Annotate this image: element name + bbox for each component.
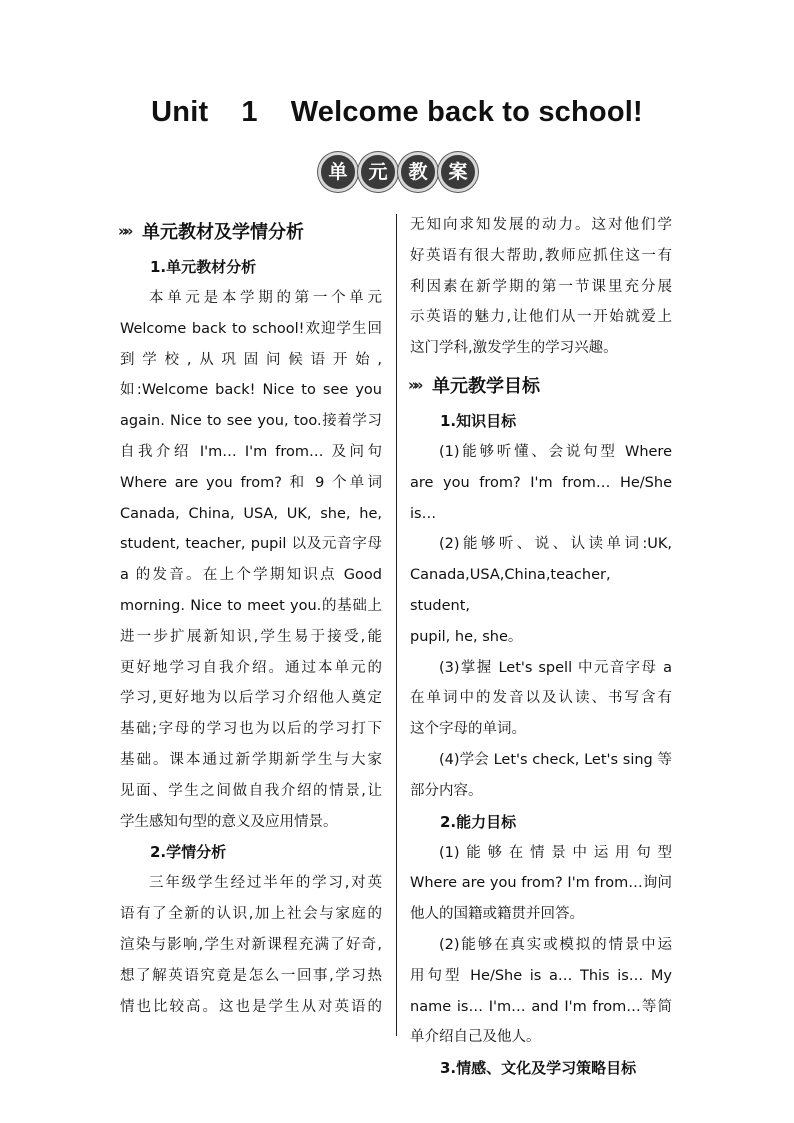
- column-divider: [396, 214, 397, 1036]
- section-heading: [118, 214, 382, 248]
- text-line: 用句型 He/She is a… This is… My: [410, 967, 672, 984]
- paragraph: [410, 437, 672, 529]
- text-line: 这个字母的单词。: [410, 721, 526, 738]
- paragraph: [410, 930, 672, 1053]
- text-line: Welcome back to school!欢迎学生回: [120, 320, 382, 337]
- text-line: 无知向求知发展的动力。这对他们学: [410, 217, 672, 233]
- section-heading: [408, 368, 672, 402]
- text-line: 单介绍自己及他人。: [410, 1029, 541, 1046]
- text-line: 渲染与影响,学生对新课程充满了好奇,: [120, 936, 382, 953]
- badge-char: 元: [358, 152, 398, 192]
- text-line: 见面、学生之间做自我介绍的情景,让: [120, 782, 382, 799]
- text-line: 更好地学习自我介绍。通过本单元的: [120, 659, 382, 676]
- left-column: [120, 214, 382, 1022]
- text-line: 三年级学生经过半年的学习,对英: [149, 875, 382, 892]
- text-line: (2)能够在真实或模拟的情景中运: [439, 936, 672, 953]
- text-line: 学习,更好地为以后学习介绍他人奠定: [120, 690, 382, 707]
- text-line: 基础;字母的学习也为以后的学习打下: [120, 721, 382, 738]
- text-line: 如:Welcome back! Nice to see you: [120, 382, 382, 399]
- text-line: (4)学会 Let's check, Let's sing 等: [439, 751, 672, 768]
- text-line: Where are you from? I'm from…询问: [410, 875, 672, 892]
- section-title: 单元教材及学情分析: [142, 222, 304, 243]
- badge-char: 案: [438, 152, 478, 192]
- paragraph: [410, 838, 672, 930]
- text-line: are you from? I'm from… He/She is…: [410, 474, 672, 522]
- text-line: 好英语有很大帮助,教师应抓住这一有: [410, 247, 672, 264]
- paragraph: [120, 283, 382, 837]
- paragraph: [410, 653, 672, 745]
- text-line: 本单元是本学期的第一个单元: [149, 290, 382, 306]
- text-line: (2)能够听、说、认读单词:UK,: [439, 536, 672, 553]
- paragraph: [410, 745, 672, 807]
- text-line: (3)掌握 Let's spell 中元音字母 a: [439, 659, 672, 676]
- text-line: 部分内容。: [410, 782, 483, 799]
- subheading: 1.知识目标: [440, 411, 517, 430]
- text-line: 自我介绍 I'm… I'm from… 及问句: [120, 443, 382, 460]
- text-line: 学生感知句型的意义及应用情景。: [120, 813, 338, 830]
- text-line: (1)能够听懂、会说句型 Where: [439, 443, 672, 460]
- text-line: 进一步扩展新知识,学生易于接受,能: [120, 628, 382, 645]
- text-line: Canada, China, USA, UK, she, he,: [120, 505, 382, 522]
- subheading: 2.能力目标: [440, 812, 517, 831]
- text-line: 情也比较高。这也是学生从对英语的: [120, 998, 382, 1015]
- paragraph: [410, 210, 672, 364]
- text-line: 在单词中的发音以及认读、书写含有: [410, 690, 672, 707]
- text-line: 他人的国籍或籍贯并回答。: [410, 906, 584, 923]
- badge-char: 教: [398, 152, 438, 192]
- text-line: Where are you from? 和 9 个单词: [120, 474, 382, 491]
- text-line: 语有了全新的认识,加上社会与家庭的: [120, 906, 382, 923]
- unit-lesson-plan-badges: [318, 152, 478, 192]
- text-line: a 的发音。在上个学期知识点 Good: [120, 567, 382, 584]
- double-chevron-icon: »»: [118, 222, 130, 240]
- subheading: 2.学情分析: [150, 843, 227, 862]
- text-line: 想了解英语究竟是怎么一回事,学习热: [120, 967, 382, 984]
- text-line: 基础。课本通过新学期新学生与大家: [120, 751, 382, 768]
- double-chevron-icon: »»: [408, 375, 420, 394]
- subheading: 3.情感、文化及学习策略目标: [440, 1059, 637, 1078]
- text-line: 这门学科,激发学生的学习兴趣。: [410, 340, 618, 357]
- paragraph: [120, 868, 382, 1022]
- text-line: Canada,USA,China,teacher, student,: [410, 567, 611, 614]
- text-line: 示英语的魅力,让他们从一开始就爱上: [410, 309, 672, 326]
- text-line: name is… I'm… and I'm from…等简: [410, 998, 672, 1015]
- text-line: morning. Nice to meet you.的基础上: [120, 597, 382, 614]
- subheading: 1.单元教材分析: [150, 258, 257, 276]
- text-line: 到学校,从巩固问候语开始,: [120, 351, 382, 368]
- badge-char: 单: [318, 152, 358, 192]
- text-line: (1)能够在情景中运用句型: [439, 844, 672, 861]
- paragraph: [410, 529, 672, 652]
- text-line: again. Nice to see you, too.接着学习: [120, 413, 382, 430]
- text-line: 利因素在新学期的第一节课里充分展: [410, 278, 672, 295]
- text-line: student, teacher, pupil 以及元音字母: [120, 536, 382, 553]
- right-column: [410, 210, 672, 1084]
- page-title: Unit 1 Welcome back to school!: [151, 96, 643, 128]
- section-title: 单元教学目标: [432, 375, 540, 397]
- text-line: pupil, he, she。: [410, 628, 523, 645]
